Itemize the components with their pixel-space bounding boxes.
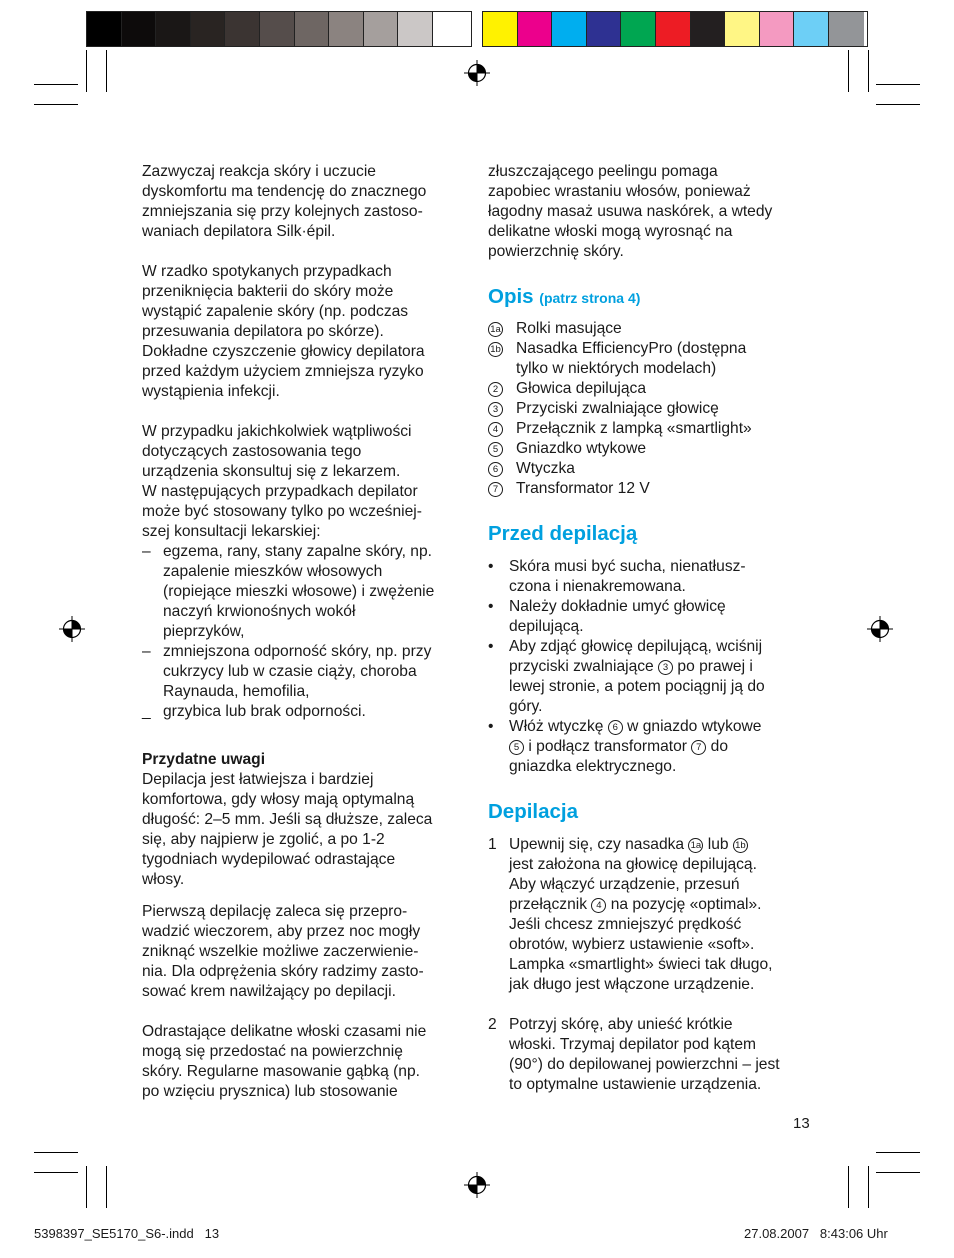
color-swatch	[794, 12, 829, 46]
bullet-item: • Należy dokładnie umyć głowicę depilującą.	[488, 598, 726, 635]
color-swatch	[483, 12, 518, 46]
color-swatch	[587, 12, 622, 46]
part-item	[488, 419, 818, 439]
list-item: _ grzybica lub brak odporności.	[142, 703, 366, 720]
callout-number: 3	[658, 660, 673, 675]
part-number: 4	[488, 422, 503, 437]
paragraph: Zazwyczaj reakcja skóry i uczucie dyskomfortu ma tendencję do znacznego zmniejszania się przy kolejnych zastoso- waniach depilatora Silk·épil.	[142, 163, 427, 240]
color-swatch	[621, 12, 656, 46]
color-swatch	[725, 12, 760, 46]
color-swatch	[122, 12, 157, 46]
callout-number: 5	[509, 740, 524, 755]
color-swatch	[225, 12, 260, 46]
part-number: 1a	[488, 322, 503, 337]
step-item: 2 Potrzyj skórę, aby unieść krótkie włoski. Trzymaj depilator pod kątem (90°) do depilowanej powierzchni – jest to optymalne ustawienie urządzenia.	[488, 1016, 780, 1093]
page-number: 13	[793, 1115, 810, 1132]
footer-file-info: 5398397_SE5170_S6-.indd 13	[34, 1226, 220, 1241]
registration-mark-icon	[59, 616, 85, 642]
footer-timestamp: 27.08.2007 8:43:06 Uhr	[744, 1226, 888, 1241]
section-heading-opis: Opis (patrz strona 4)	[488, 285, 641, 308]
part-item	[488, 479, 818, 499]
registration-mark-icon	[867, 616, 893, 642]
crop-mark	[106, 1166, 107, 1208]
crop-mark	[876, 1172, 920, 1173]
crop-mark	[106, 50, 107, 92]
crop-mark	[34, 1172, 78, 1173]
crop-mark	[876, 84, 920, 85]
color-swatch	[295, 12, 330, 46]
part-label: Rolki masujące	[516, 320, 622, 337]
color-swatch	[329, 12, 364, 46]
process-color-bar	[482, 11, 868, 47]
parts-list	[488, 319, 818, 499]
part-number: 3	[488, 402, 503, 417]
paragraph: złuszczającego peelingu pomaga zapobiec wrastaniu włosów, ponieważ łagodny masaż usuwa naskórek, a wtedy delikatne włoski mogą wyrosnąć na powierzchnię skóry.	[488, 163, 773, 260]
registration-mark-icon	[464, 1172, 490, 1198]
crop-mark	[34, 1152, 78, 1153]
callout-number: 1a	[688, 838, 703, 853]
crop-mark	[868, 50, 869, 92]
section-heading-depilacja: Depilacja	[488, 800, 579, 823]
bullet-item: • Aby zdjąć głowicę depilującą, wciśnij przyciski zwalniające 3 po prawej i lewej stronie, a potem pociągnij ją do góry.	[488, 638, 765, 715]
color-swatch	[552, 12, 587, 46]
callout-number: 4	[591, 898, 606, 913]
right-column	[488, 162, 818, 1095]
color-swatch	[829, 12, 864, 46]
color-swatch	[398, 12, 433, 46]
step-item: 1 Upewnij się, czy nasadka 1a lub 1b jest założona na głowicę depilującą. Aby włączyć urządzenie, przesuń przełącznik 4 na pozycję «optimal». Jeśli chcesz zmniejszyć prędkość obrotów, wybierz ustawienie «soft». Lampka «smartlight» świeci tak długo, jak długo jest włączone urządzenie.	[488, 836, 773, 993]
color-swatch	[87, 12, 122, 46]
part-number: 7	[488, 482, 503, 497]
crop-mark	[86, 50, 87, 92]
crop-mark	[876, 1152, 920, 1153]
part-item	[488, 339, 818, 379]
crop-mark	[848, 1166, 849, 1208]
color-swatch	[760, 12, 795, 46]
part-number: 1b	[488, 342, 503, 357]
list-item: – egzema, rany, stany zapalne skóry, np. zapalenie mieszków włosowych (ropiejące mieszki włosowe) i zwężenie naczyń krwionośnych wokół pieprzyków,	[142, 543, 435, 640]
part-label: Nasadka EfficiencyPro (dostępna tylko w niektórych modelach)	[516, 340, 747, 377]
paragraph: Pierwszą depilację zaleca się przepro- wadzić wieczorem, aby przez noc mogły zniknąć wszelkie możliwe zaczerwienie- nia. Dla odprężenia skóry radzimy zasto- sować krem nawilżający po depilacji.	[142, 903, 424, 1000]
crop-mark	[34, 84, 78, 85]
color-swatch	[156, 12, 191, 46]
crop-mark	[848, 50, 849, 92]
part-label: Głowica depilująca	[516, 380, 647, 397]
left-column	[142, 162, 472, 1102]
color-swatch	[656, 12, 691, 46]
section-heading-note: (patrz strona 4)	[539, 290, 641, 306]
paragraph: Depilacja jest łatwiejsza i bardziej komfortowa, gdy włosy mają optymalną długość: 2–5 mm. Jeśli są dłuższe, zaleca się, aby najpierw je zgolić, a po 1-2 tygodniach wydepilować odrastające włosy.	[142, 771, 433, 888]
registration-mark-icon	[464, 60, 490, 86]
part-label: Gniazdko wtykowe	[516, 440, 647, 457]
part-item	[488, 379, 818, 399]
section-heading-przed-depilacja: Przed depilacją	[488, 522, 638, 545]
part-number: 5	[488, 442, 503, 457]
paragraph: Odrastające delikatne włoski czasami nie mogą się przedostać na powierzchnię skóry. Regularne masowanie gąbką (np. po wzięciu prysznica) lub stosowanie	[142, 1023, 427, 1100]
paragraph: W przypadku jakichkolwiek wątpliwości dotyczących zastosowania tego urządzenia skonsultuj się z lekarzem. W następujących przypadkach depilator może być stosowany tylko po wcześniej- szej konsultacji lekarskiej:	[142, 423, 422, 540]
grayscale-color-bar	[86, 11, 472, 47]
crop-mark	[86, 1166, 87, 1208]
crop-mark	[34, 104, 78, 105]
part-number: 6	[488, 462, 503, 477]
part-item	[488, 319, 818, 339]
callout-number: 6	[608, 720, 623, 735]
color-swatch	[260, 12, 295, 46]
bullet-item: • Skóra musi być sucha, nienatłusz- czona i nienakremowana.	[488, 558, 746, 595]
paragraph: W rzadko spotykanych przypadkach przeniknięcia bakterii do skóry może wystąpić zapalenie skóry (np. podczas przesuwania depilatora po skórze). Dokładne czyszczenie głowicy depilatora przed każdym użyciem zmniejsza ryzyko wystąpienia infekcji.	[142, 263, 425, 400]
part-item	[488, 399, 818, 419]
color-swatch	[691, 12, 726, 46]
color-swatch	[191, 12, 226, 46]
crop-mark	[876, 104, 920, 105]
tips-heading: Przydatne uwagi	[142, 751, 266, 768]
color-swatch	[518, 12, 553, 46]
color-swatch	[364, 12, 399, 46]
color-swatch	[433, 12, 468, 46]
part-label: Przyciski zwalniające głowicę	[516, 400, 719, 417]
list-item: – zmniejszona odporność skóry, np. przy cukrzycy lub w czasie ciąży, choroba Raynauda, hemofilia,	[142, 643, 432, 700]
part-label: Wtyczka	[516, 460, 575, 477]
part-label: Transformator 12 V	[516, 480, 650, 497]
bullet-item: • Włóż wtyczkę 6 w gniazdo wtykowe 5 i podłącz transformator 7 do gniazdka elektrycznego.	[488, 718, 762, 775]
part-item	[488, 439, 818, 459]
part-item	[488, 459, 818, 479]
part-label: Przełącznik z lampką «smartlight»	[516, 420, 752, 437]
part-number: 2	[488, 382, 503, 397]
callout-number: 1b	[733, 838, 748, 853]
crop-mark	[868, 1166, 869, 1208]
callout-number: 7	[691, 740, 706, 755]
